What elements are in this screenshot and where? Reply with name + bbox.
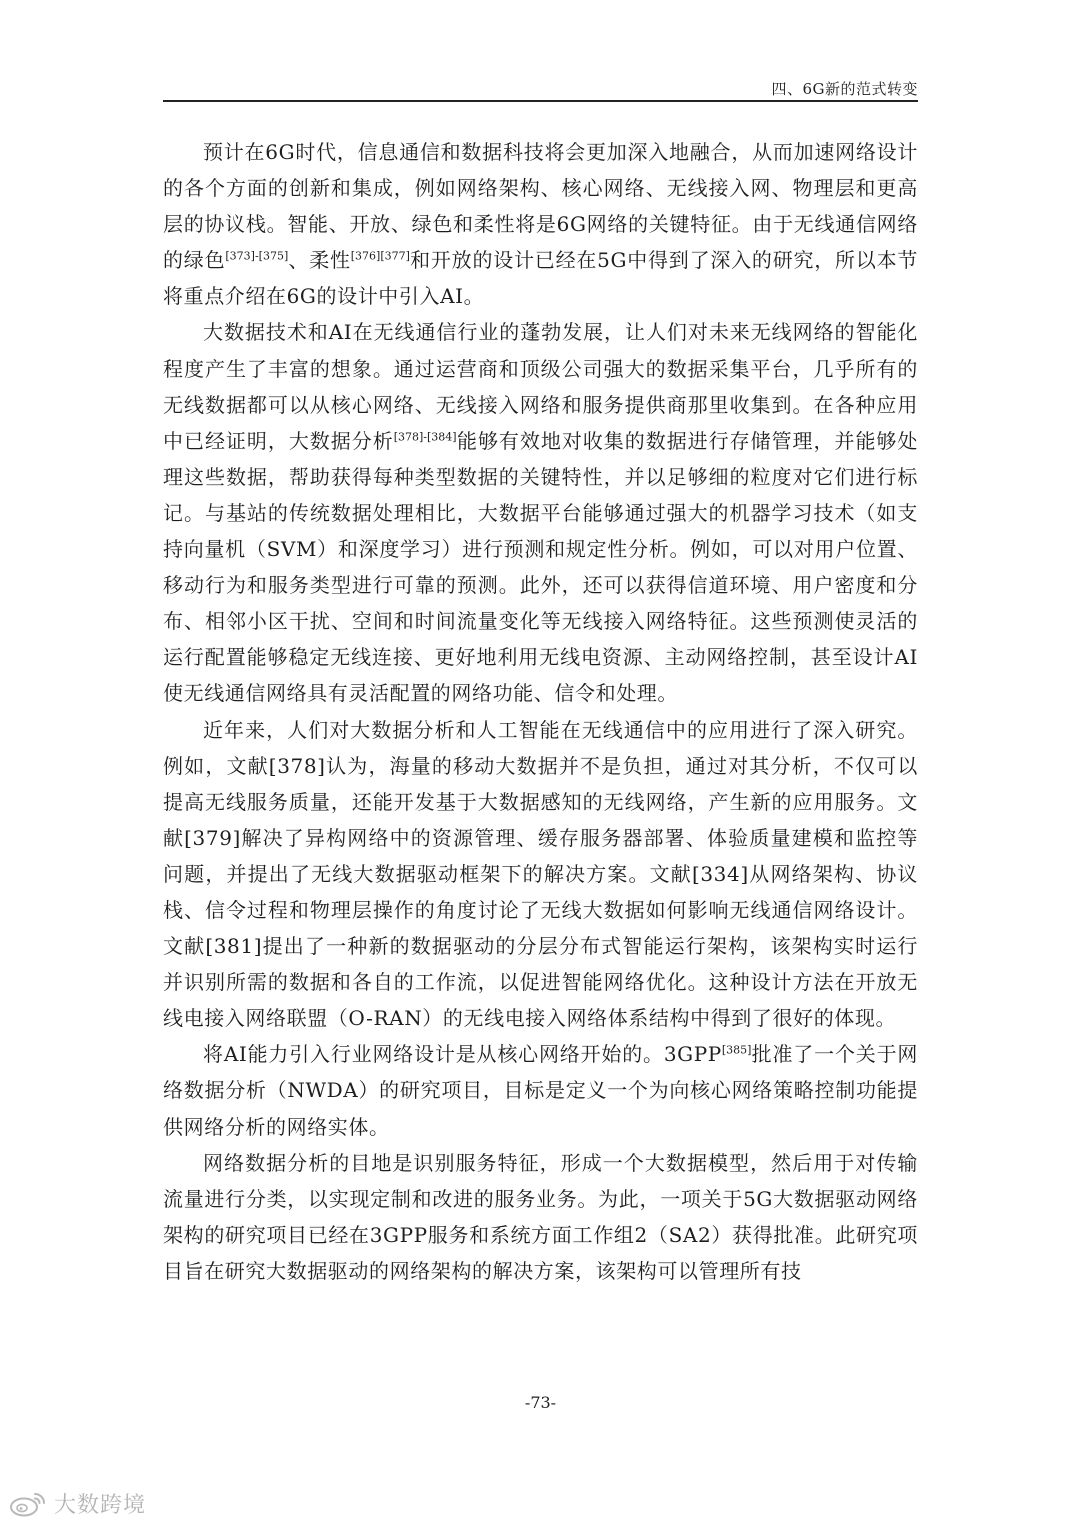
chapter-title: 四、6G新的范式转变	[771, 80, 918, 98]
paragraph-text: 能够有效地对收集的数据进行存储管理，并能够处理这些数据，帮助获得每种类型数据的关键特性，并以足够细的粒度对它们进行标记。与基站的传统数据处理相比，大数据平台能够通过强大的机器学习技术（如支持向量机（SVM）和深度学习）进行预测和规定性分析。例如，可以对用户位置、移动行为和服务类型进行可靠的预测。此外，还可以获得信道环境、用户密度和分布、相邻小区干扰、空间和时间流量变化等无线接入网络特征。这些预测使灵活的运行配置能够稳定无线连接、更好地利用无线电资源、主动网络控制，甚至设计AI使无线通信网络具有灵活配置的网络功能、信令和处理。	[163, 428, 919, 706]
citation-superscript: [378]-[384]	[393, 430, 457, 444]
header-rule	[163, 100, 918, 102]
paragraph-text: 网络数据分析的目地是识别服务特征，形成一个大数据模型，然后用于对传输流量进行分类，以实现定制和改进的服务业务。为此，一项关于5G大数据驱动网络架构的研究项目已经在3GPP服务和系统方面工作组2（SA2）获得批准。此研究项目旨在研究大数据驱动的网络架构的解决方案，该架构可以管理所有技	[163, 1150, 918, 1283]
paragraph-text: 和开放的设计已经在5G中得到了深入的研究，所以本节将重点介绍在6G的设计中引入AI。	[163, 248, 918, 309]
running-header	[163, 78, 918, 100]
paragraph-1	[163, 134, 918, 314]
paragraph-3	[163, 712, 918, 1037]
paragraph-text: 近年来，人们对大数据分析和人工智能在无线通信中的应用进行了深入研究。例如，文献[378]认为，海量的移动大数据并不是负担，通过对其分析，不仅可以提高无线服务质量，还能开发基于大数据感知的无线网络，产生新的应用服务。文献[379]解决了异构网络中的资源管理、缓存服务器部署、体验质量建模和监控等问题，并提出了无线大数据驱动框架下的解决方案。文献[334]从网络架构、协议栈、信令过程和物理层操作的角度讨论了无线大数据如何影响无线通信网络设计。文献[381]提出了一种新的数据驱动的分层分布式智能运行架构，该架构实时运行并识别所需的数据和各自的工作流，以促进智能网络优化。这种设计方法在开放无线电接入网络联盟（O-RAN）的无线电接入网络体系结构中得到了很好的体现。	[163, 717, 918, 1031]
paragraph-4	[163, 1036, 918, 1144]
paragraph-2	[163, 314, 918, 711]
paragraph-text: 大数据技术和AI在无线通信行业的蓬勃发展，让人们对未来无线网络的智能化程度产生了丰富的想象。通过运营商和顶级公司强大的数据采集平台，几乎所有的无线数据都可以从核心网络、无线接入网络和服务提供商那里收集到。在各种应用中已经证明，大数据分析	[163, 320, 918, 453]
paragraph-text: 预计在6G时代，信息通信和数据科技将会更加深入地融合，从而加速网络设计的各个方面的创新和集成，例如网络架构、核心网络、无线接入网、物理层和更高层的协议栈。智能、开放、绿色和柔性将是6G网络的关键特征。由于无线通信网络的绿色	[163, 140, 918, 273]
page-number: -73-	[524, 1393, 557, 1412]
watermark-text: 大数跨境	[54, 1492, 147, 1518]
citation-superscript: [376][377]	[350, 249, 410, 263]
paragraph-text: 将AI能力引入行业网络设计是从核心网络开始的。3GPP	[203, 1042, 722, 1067]
citation-superscript: [385]	[721, 1043, 752, 1057]
paragraph-5	[163, 1145, 918, 1289]
paragraph-text: 批准了一个关于网络数据分析（NWDA）的研究项目，目标是定义一个为向核心网络策略控制功能提供网络分析的网络实体。	[163, 1042, 918, 1139]
weibo-logo-icon	[8, 1488, 50, 1518]
watermark	[8, 1486, 146, 1520]
body-text	[163, 134, 918, 1289]
paragraph-text: 、柔性	[288, 248, 351, 273]
citation-superscript: [373]-[375]	[225, 249, 289, 263]
